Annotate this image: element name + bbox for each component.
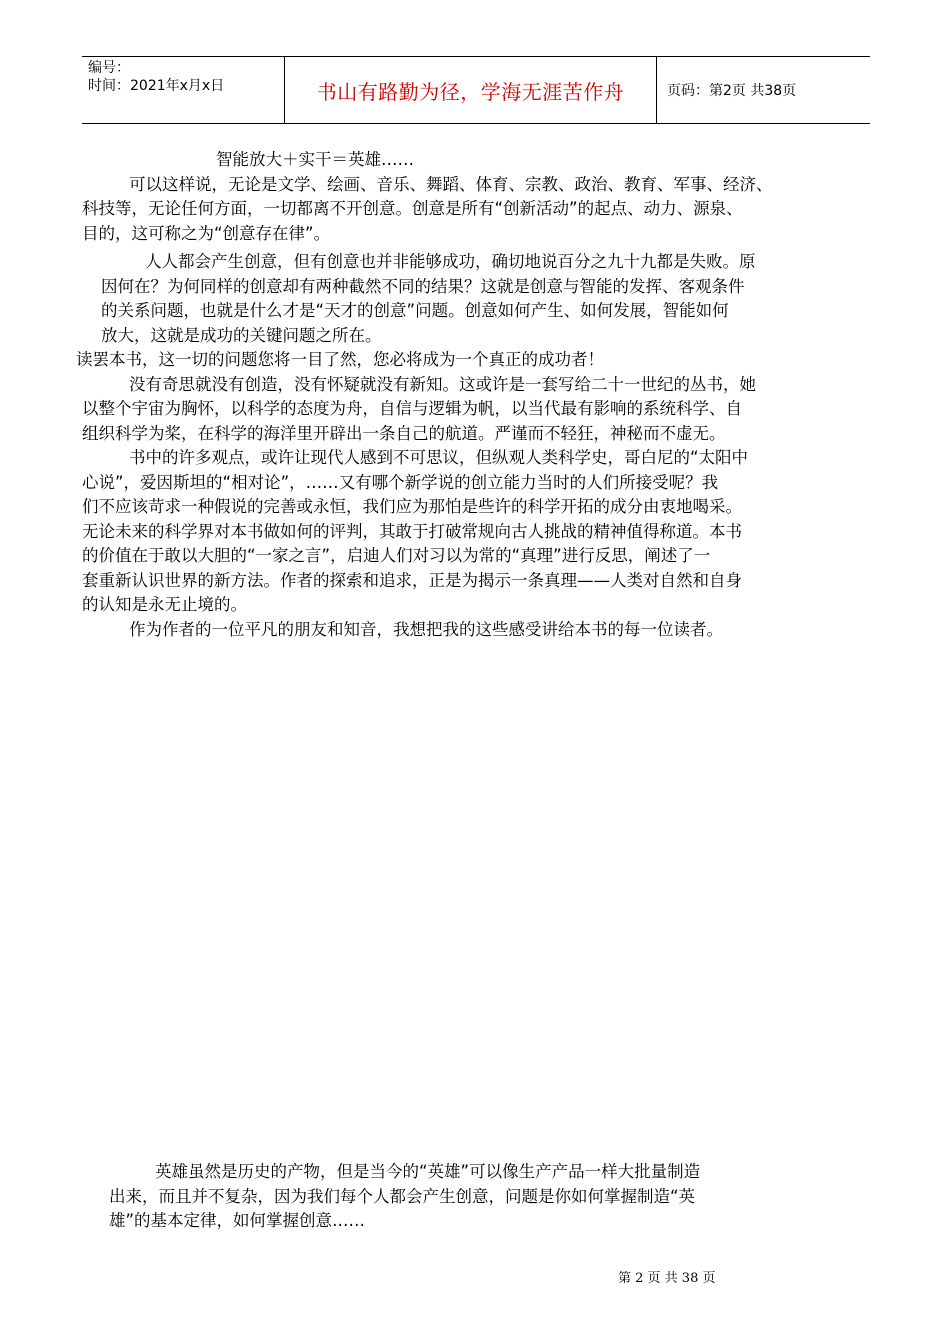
footer-page-number: 第 2 页 共 38 页 xyxy=(618,1271,716,1286)
para4-line-3: 组织科学为桨，在科学的海洋里开辟出一条自己的航道。严谨而不轻狂，神秘而不虚无。 xyxy=(82,423,726,443)
title-line: 智能放大＋实干＝英雄…… xyxy=(216,150,414,169)
para1-line-3: 目的，这可称之为“创意存在律”。 xyxy=(82,223,331,243)
body-text-upper xyxy=(76,148,870,642)
para7-line-2: 出来，而且并不复杂，因为我们每个人都会产生创意，问题是你如何掌握制造“英 xyxy=(109,1186,696,1206)
para7-line-3: 雄”的基本定律，如何掌握创意…… xyxy=(109,1211,366,1230)
paragraph-6: 作为作者的一位平凡的朋友和知音，我想把我的这些感受讲给本书的每一位读者。 xyxy=(129,619,723,639)
header-page-info: 页码：第2页 共38页 xyxy=(667,83,797,99)
para5-line-2: 心说”，爱因斯坦的“相对论”，……又有哪个新学说的创立能力当时的人们所接受呢？我 xyxy=(82,472,719,492)
para2-line-1: 人人都会产生创意，但有创意也并非能够成功，确切地说百分之九十九都是失败。原 xyxy=(145,252,756,271)
para5-line-3: 们不应该苛求一种假说的完善或永恒，我们应为那怕是些许的科学开拓的成分由衷地喝采。 xyxy=(82,497,742,516)
paragraph-5 xyxy=(82,446,870,618)
paragraph-3: 读罢本书，这一切的问题您将一目了然，您必将成为一个真正的成功者！ xyxy=(76,350,604,369)
paragraph-2 xyxy=(82,250,870,348)
document-header xyxy=(82,56,870,124)
body-text-lower xyxy=(109,1160,829,1234)
para5-line-5: 的价值在于敢以大胆的“一家之言”，启迪人们对习以为常的“真理”进行反思，阐述了一 xyxy=(82,546,711,565)
para5-line-4: 无论未来的科学界对本书做如何的评判，其敢于打破常规向古人挑战的精神值得称道。本书 xyxy=(82,521,742,541)
para4-line-2: 以整个宇宙为胸怀，以科学的态度为舟，自信与逻辑为帆，以当代最有影响的系统科学、自 xyxy=(82,399,742,418)
number-label: 编号： xyxy=(88,60,130,76)
header-motto: 书山有路勤为径，学海无涯苦作舟 xyxy=(285,57,657,123)
para2-line-4: 放大，这就是成功的关键问题之所在。 xyxy=(101,325,382,345)
para1-line-1: 可以这样说，无论是文学、绘画、音乐、舞蹈、体育、宗教、政治、教育、军事、经济、 xyxy=(129,174,773,194)
header-meta xyxy=(82,57,285,123)
para5-line-6: 套重新认识世界的新方法。作者的探索和追求，正是为揭示一条真理——人类对自然和自身 xyxy=(82,570,742,590)
paragraph-4 xyxy=(82,373,870,447)
para4-line-1: 没有奇思就没有创造，没有怀疑就没有新知。这或许是一套写给二十一世纪的丛书，她 xyxy=(129,374,756,394)
para1-line-2: 科技等，无论任何方面，一切都离不开创意。创意是所有“创新活动”的起点、动力、源泉、 xyxy=(82,199,743,218)
para2-line-3: 的关系问题，也就是什么才是“天才的创意”问题。创意如何产生、如何发展，智能如何 xyxy=(101,301,729,320)
date-label: 时间：2021年x月x日 xyxy=(88,78,225,94)
para7-line-1: 英雄虽然是历史的产物，但是当今的“英雄”可以像生产产品一样大批量制造 xyxy=(155,1162,701,1181)
para5-line-7: 的认知是永无止境的。 xyxy=(82,595,247,614)
page-footer xyxy=(0,1267,950,1286)
para5-line-1: 书中的许多观点，或许让现代人感到不可思议，但纵观人类科学史，哥白尼的“太阳中 xyxy=(129,448,749,467)
paragraph-1 xyxy=(82,173,870,247)
para2-line-2: 因何在？为何同样的创意却有两种截然不同的结果？这就是创意与智能的发挥、客观条件 xyxy=(101,276,745,296)
